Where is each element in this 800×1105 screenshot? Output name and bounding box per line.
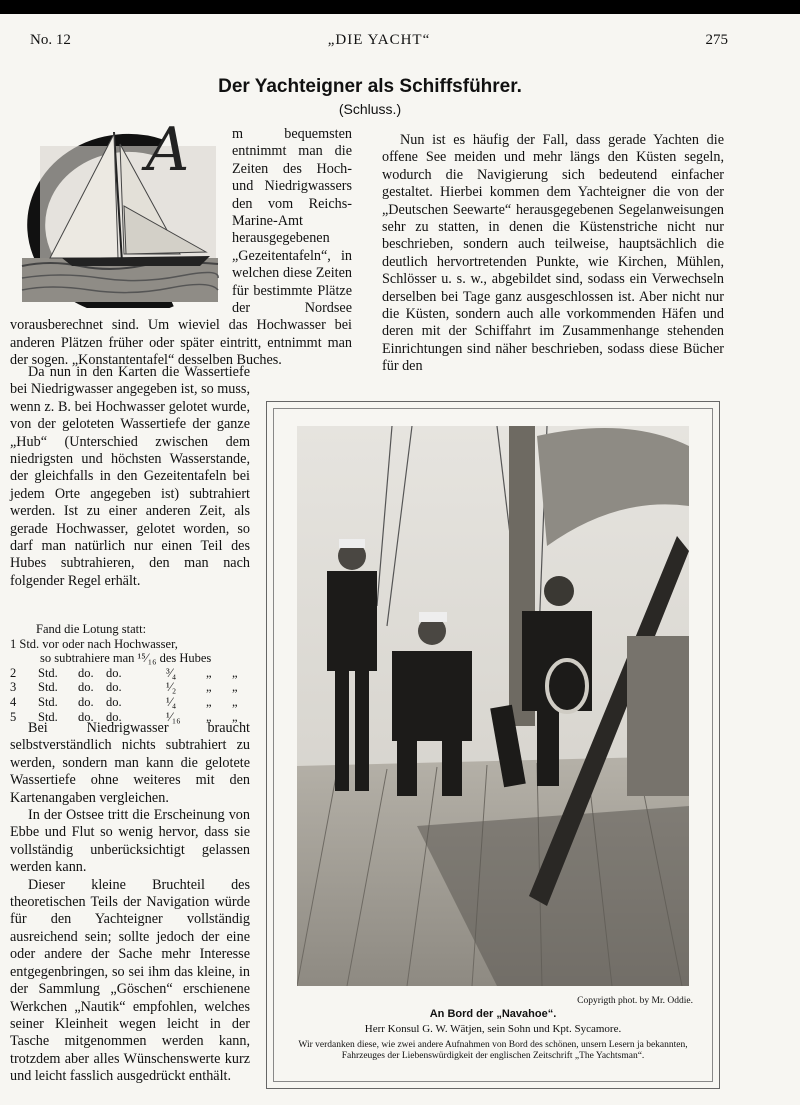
table-line2: so subtrahiere man ¹⁵⁄₁₆ des Hubes (40, 651, 212, 666)
column-right (382, 132, 724, 376)
caption-note: Wir verdanken diese, wie zwei andere Aufnahmen von Bord des schönen, unsern Lesern ja bekannten, Fahrzeuges der Liebenswürdigkeit der englischen Zeitschrift „The Yachtsman“. (298, 1040, 688, 1061)
top-border (0, 0, 800, 14)
caption-subtitle: Herr Konsul G. W. Wätjen, sein Sohn und Kpt. Sycamore. (364, 1023, 622, 1035)
column-left-top (10, 115, 352, 370)
drop-cap-letter: A (146, 115, 190, 185)
page-number: 275 (705, 32, 728, 48)
deck-photo (297, 426, 689, 986)
photo-figure (266, 401, 720, 1089)
column-left-bottom (10, 720, 250, 1086)
page-header (30, 32, 728, 54)
table-row: 3 Std. do. do. ¹⁄₂ „ „ (10, 680, 238, 695)
table-heading: Fand die Lotung statt: (36, 622, 147, 636)
photo-credit: Copyrigth phot. by Mr. Oddie. (577, 996, 693, 1006)
paragraph-niedrigwasser: Bei Niedrigwasser braucht selbstverständlich nichts subtrahiert zu werden, sondern man kann die gelotete Wassertiefe ohne weiteres mit den Kartenangaben vergleichen. (10, 720, 250, 806)
paragraph-intro: m bequemsten entnimmt man die Zeiten des Hoch- und Niedrigwassers den vom Reichs-Marine-Amt herausgegebenen „Gezeitentafeln“, in welchen diese Zeiten für bestimmte Plätze der Nordsee vorausberechnet sind. Um wieviel das Hochwasser bei anderen Plätzen früher oder später eintritt, entnimmt man der sogen. „Konstantentafel“ desselben Buches. (10, 126, 352, 369)
journal-title: „DIE YACHT“ (327, 32, 431, 48)
article-title: Der Yachteigner als Schiffsführer. (218, 76, 522, 97)
table-row: 2 Std. do. do. ³⁄₄ „ „ (10, 665, 238, 680)
article-subtitle: (Schluss.) (338, 101, 402, 117)
sailboat-illustration (10, 126, 226, 308)
paragraph-kuesten: Nun ist es häufig der Fall, dass gerade Yachten die offene See meiden und mehr längs den Küsten segeln, wodurch die Navigierung sich bedeutend einfacher gestaltet. Hierbei kommen dem Yachteigner die von der „Deutschen Seewarte“ herausgegebenen Segelanweisungen sehr zu statten, in denen die Küstenstriche nicht nur beschrieben, sondern auch teilweise, hauptsächlich die deutlich hervortretenden Punkte, wie Kirchen, Mühlen, Schlösser u. s. w., abgebildet sind, sodass ein Verwechseln derselben bei Tage ganz ausgeschlossen ist. Aber nicht nur die Küsten, sondern auch alle vorkommenden Häfen und deren mit der Schiffahrt im Zusammenhange stehenden Einrichtungen sind näher beschrieben, sodass diese Bücher für den (382, 132, 724, 375)
table-row: 5 Std. do. do. ¹⁄₁₆ „ „ (10, 709, 238, 724)
issue-number: No. 12 (30, 32, 71, 48)
decorative-initial (10, 115, 226, 308)
table-line1: 1 Std. vor oder nach Hochwasser, (10, 636, 178, 651)
deck-scene-image (297, 426, 689, 986)
paragraph-goeschen: Dieser kleine Bruchteil des theoretischen Teils der Navigation würde für den Yachteigner vollständig ausreichend sein; sollte jedoch der eine oder andere der Sache mehr Interesse entgegenbringen, so sei ihm das kleine, in der Sammlung „Göschen“ erschienene Werkchen „Nautik“ empfohlen, welches seiner Kleinheit wegen leicht in der Tasche mitgenommen werden kann, trotzdem aber alles Wünschenswerte kurz und leicht fasslich ausgedrückt enthält. (10, 876, 250, 1085)
caption-title: An Bord der „Navahoe“. (429, 1008, 557, 1020)
paragraph-ostsee: In der Ostsee tritt die Erscheinung von Ebbe und Flut so wenig hervor, dass sie vollständig unberücksichtigt gelassen werden kann. (10, 807, 250, 876)
column-left-para2 (10, 364, 250, 590)
paragraph-wassertiefe: Da nun in den Karten die Wassertiefe bei Niedrigwasser angegeben ist, so muss, wenn z. B. bei Hochwasser gelotet wurde, von der geloteten Wassertiefe der ganze „Hub“ (Unterschied zwischen dem niedrigsten und höchsten Wasserstande, der gleichfalls in den Gezeitentafeln bei jedem Orte angegeben ist) subtrahiert werden. Ist zu einer anderen Zeit, als gerade Hochwasser, gelotet worden, so darf man natürlich nur einen Teil des Hubes subtrahieren, den man nach folgender Regel erhält. (10, 364, 250, 589)
table-row: 4 Std. do. do. ¹⁄₄ „ „ (10, 694, 238, 709)
